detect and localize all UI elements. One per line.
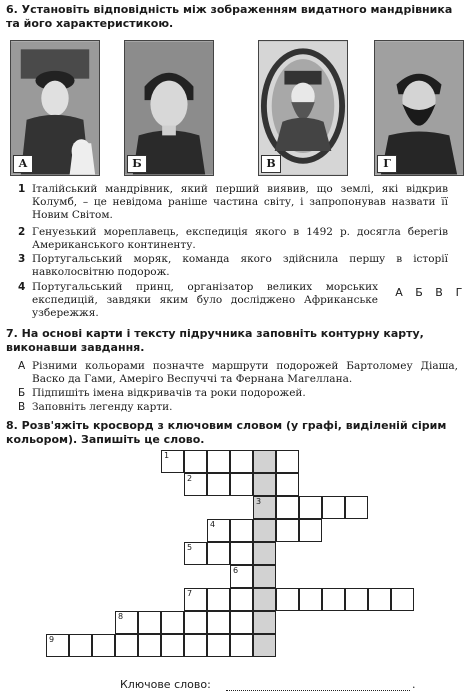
crossword-key-cell[interactable] bbox=[253, 519, 276, 542]
portrait-label: В bbox=[261, 155, 281, 173]
crossword-row-number: 2 bbox=[187, 474, 193, 483]
crossword-cell[interactable] bbox=[92, 634, 115, 657]
crossword-cell[interactable] bbox=[115, 611, 138, 634]
crossword-key-cell[interactable] bbox=[253, 611, 276, 634]
crossword-cell[interactable] bbox=[345, 588, 368, 611]
statement-text: Італійський мандрівник, який перший виявив, що землі, які відкрив Колумб, – це невідома раніше частина світу, і запропонував назвати її Новим Світом. bbox=[32, 183, 448, 221]
crossword-cell[interactable] bbox=[322, 496, 345, 519]
crossword-cell[interactable] bbox=[46, 634, 69, 657]
crossword-key-cell[interactable] bbox=[253, 450, 276, 473]
crossword-row-number: 4 bbox=[210, 520, 216, 529]
crossword-cell[interactable] bbox=[276, 588, 299, 611]
crossword-cell[interactable] bbox=[184, 473, 207, 496]
item-letter: Б bbox=[18, 387, 26, 399]
statement-number: 2 bbox=[18, 226, 26, 238]
statement-text: Португальський моряк, команда якого здійснила першу в історії навколосвітню подорож. bbox=[32, 253, 448, 278]
crossword-cell[interactable] bbox=[322, 588, 345, 611]
crossword-key-cell[interactable] bbox=[253, 634, 276, 657]
answer-letter-a[interactable]: А bbox=[395, 286, 403, 299]
crossword-cell[interactable] bbox=[230, 519, 253, 542]
crossword-cell[interactable] bbox=[184, 611, 207, 634]
crossword-key-cell[interactable] bbox=[253, 565, 276, 588]
crossword-cell[interactable] bbox=[230, 450, 253, 473]
crossword-row-number: 1 bbox=[164, 451, 170, 460]
portrait-label: Б bbox=[127, 155, 147, 173]
statement-text: Генуезький мореплавець, експедиція якого в 1492 р. досягла берегів Американського континенту. bbox=[32, 226, 448, 251]
item-letter: А bbox=[18, 360, 26, 372]
crossword-cell[interactable] bbox=[184, 634, 207, 657]
item-text: Різними кольорами позначте маршрути подорожей Бартоломеу Діаша, Васко да Гами, Амеріго Веспуччі та Фернана Магеллана. bbox=[32, 360, 458, 385]
crossword-cell[interactable] bbox=[230, 634, 253, 657]
statement-number: 3 bbox=[18, 253, 26, 265]
crossword-cell[interactable] bbox=[230, 565, 253, 588]
crossword-cell[interactable] bbox=[345, 496, 368, 519]
answer-letter-d[interactable]: Г bbox=[455, 286, 463, 299]
crossword-row-number: 3 bbox=[256, 497, 262, 506]
crossword-row-number: 6 bbox=[233, 566, 239, 575]
statement-number: 1 bbox=[18, 183, 26, 195]
item-text: Заповніть легенду карти. bbox=[32, 401, 173, 413]
crossword-row-number: 8 bbox=[118, 612, 124, 621]
crossword-cell[interactable] bbox=[230, 542, 253, 565]
task6-title: 6. Установіть відповідність між зображенням видатного мандрівника та його характеристикою. bbox=[6, 3, 453, 30]
crossword-cell[interactable] bbox=[230, 473, 253, 496]
task8-title: 8. Розв'яжіть кросворд з ключовим словом (у графі, виділеній сірим кольором). Запишіть це слово. bbox=[6, 419, 447, 446]
crossword-cell[interactable] bbox=[276, 519, 299, 542]
crossword-key-cell[interactable] bbox=[253, 496, 276, 519]
keyword-answer-line[interactable] bbox=[226, 690, 410, 691]
crossword-cell[interactable] bbox=[207, 473, 230, 496]
statement-number: 4 bbox=[18, 281, 26, 293]
crossword-cell[interactable] bbox=[207, 450, 230, 473]
crossword-cell[interactable] bbox=[299, 588, 322, 611]
crossword-row-number: 5 bbox=[187, 543, 193, 552]
crossword-key-cell[interactable] bbox=[253, 588, 276, 611]
crossword-cell[interactable] bbox=[230, 588, 253, 611]
crossword-cell[interactable] bbox=[207, 611, 230, 634]
portrait-label: Г bbox=[377, 155, 397, 173]
crossword-cell[interactable] bbox=[207, 634, 230, 657]
portrait-label: А bbox=[13, 155, 33, 173]
crossword-key-cell[interactable] bbox=[253, 542, 276, 565]
crossword-row-number: 9 bbox=[49, 635, 55, 644]
crossword-cell[interactable] bbox=[69, 634, 92, 657]
statement-text: Португальський принц, організатор великих морських експедицій, завдяки яким було досліджено Африканське узбережжя. bbox=[32, 281, 378, 319]
answer-letter-b[interactable]: Б bbox=[415, 286, 423, 299]
crossword-cell[interactable] bbox=[138, 611, 161, 634]
crossword-cell[interactable] bbox=[276, 450, 299, 473]
crossword-cell[interactable] bbox=[207, 588, 230, 611]
crossword-cell[interactable] bbox=[391, 588, 414, 611]
crossword-cell[interactable] bbox=[184, 588, 207, 611]
keyword-end-mark: . bbox=[412, 678, 416, 691]
crossword-cell[interactable] bbox=[184, 450, 207, 473]
crossword-cell[interactable] bbox=[161, 611, 184, 634]
task7-title: 7. На основі карти і тексту підручника заповніть контурну карту, виконавши завдання. bbox=[6, 327, 424, 354]
crossword-cell[interactable] bbox=[161, 450, 184, 473]
item-text: Підпишіть імена відкривачів та роки подорожей. bbox=[32, 387, 306, 399]
crossword-cell[interactable] bbox=[115, 634, 138, 657]
crossword-cell[interactable] bbox=[161, 634, 184, 657]
crossword-cell[interactable] bbox=[299, 496, 322, 519]
crossword-cell[interactable] bbox=[207, 519, 230, 542]
crossword-row-number: 7 bbox=[187, 589, 193, 598]
crossword-cell[interactable] bbox=[184, 542, 207, 565]
crossword-cell[interactable] bbox=[207, 542, 230, 565]
crossword-cell[interactable] bbox=[138, 634, 161, 657]
item-letter: В bbox=[18, 401, 26, 413]
keyword-label: Ключове слово: bbox=[120, 678, 211, 691]
crossword-cell[interactable] bbox=[299, 519, 322, 542]
answer-letter-c[interactable]: В bbox=[435, 286, 443, 299]
crossword-key-cell[interactable] bbox=[253, 473, 276, 496]
crossword-cell[interactable] bbox=[276, 496, 299, 519]
crossword-cell[interactable] bbox=[276, 473, 299, 496]
crossword-cell[interactable] bbox=[230, 611, 253, 634]
crossword-cell[interactable] bbox=[368, 588, 391, 611]
